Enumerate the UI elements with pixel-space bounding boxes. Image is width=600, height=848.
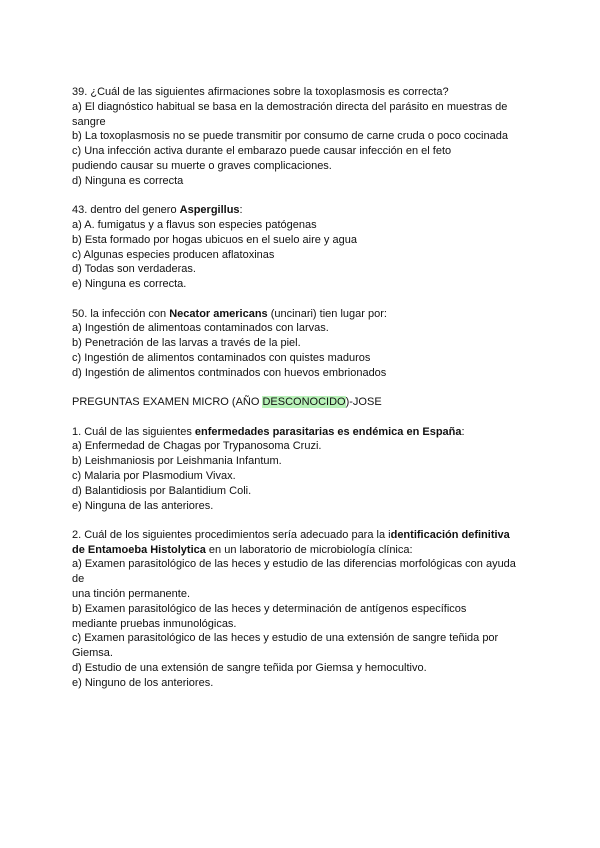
- option-line: sangre: [72, 115, 106, 128]
- option-line: de: [72, 573, 85, 586]
- section-heading: [72, 395, 528, 410]
- question-2-suffix: en un laboratorio de microbiología clínica:: [205, 543, 413, 556]
- option-line: pudiendo causar su muerte o graves complicaciones.: [72, 159, 332, 172]
- question-50-suffix: (uncinari) tien lugar por:: [267, 307, 387, 320]
- highlighted-text: DESCONOCIDO: [262, 396, 346, 409]
- option-line: a) Enfermedad de Chagas por Trypanosoma Cruzi.: [72, 440, 322, 453]
- option-line: b) Leishmaniosis por Leishmania Infantum.: [72, 455, 282, 468]
- question-43-prefix: 43. dentro del genero: [72, 204, 180, 217]
- question-43-genus: Aspergillus: [179, 204, 240, 217]
- question-2: [72, 528, 528, 691]
- question-43-suffix: :: [239, 204, 243, 217]
- option-line: a) Ingestión de alimentoas contaminados con larvas.: [72, 322, 329, 335]
- option-line: b) Esta formado por hogas ubicuos en el suelo aire y agua: [72, 233, 357, 246]
- question-1-text: [72, 425, 528, 440]
- question-2-bold-1: dentificación definitiva: [390, 528, 510, 541]
- option-line: e) Ninguna es correcta.: [72, 278, 187, 291]
- question-50-text: [72, 307, 528, 322]
- question-43-text: [72, 203, 528, 218]
- question-2-text-cont: [72, 543, 528, 558]
- option-line: d) Balantidiosis por Balantidium Coli.: [72, 484, 252, 497]
- option-line: c) Ingestión de alimentos contaminados con quistes maduros: [72, 351, 371, 364]
- option-line: b) La toxoplasmosis no se puede transmitir por consumo de carne cruda o poco cocinada: [72, 130, 508, 143]
- question-1-bold: enfermedades parasitarias es endémica en España: [194, 425, 462, 438]
- document-page: [72, 85, 528, 691]
- question-50-species: Necator americans: [169, 307, 268, 320]
- question-2-prefix: 2. Cuál de los siguientes procedimientos sería adecuado para la i: [72, 528, 391, 541]
- section-heading-before: PREGUNTAS EXAMEN MICRO (AÑO: [72, 396, 263, 409]
- question-1-prefix: 1. Cuál de las siguientes: [72, 425, 195, 438]
- option-line: c) Algunas especies producen aflatoxinas: [72, 248, 275, 261]
- option-line: b) Examen parasitológico de las heces y determinación de antígenos específicos: [72, 602, 467, 615]
- question-50: [72, 307, 528, 381]
- option-line: c) Malaria por Plasmodium Vivax.: [72, 469, 236, 482]
- option-line: c) Una infección activa durante el embarazo puede causar infección en el feto: [72, 145, 452, 158]
- question-1-suffix: :: [461, 425, 465, 438]
- option-line: Giemsa.: [72, 647, 113, 660]
- option-line: d) Todas son verdaderas.: [72, 263, 196, 276]
- option-line: a) El diagnóstico habitual se basa en la demostración directa del parásito en muestras de: [72, 100, 508, 113]
- option-line: a) Examen parasitológico de las heces y estudio de las diferencias morfológicas con ayuda: [72, 558, 516, 571]
- option-line: c) Examen parasitológico de las heces y estudio de una extensión de sangre teñida por: [72, 632, 499, 645]
- option-line: d) Ingestión de alimentos contminados con huevos embrionados: [72, 366, 387, 379]
- question-43: [72, 203, 528, 292]
- question-2-text: [72, 528, 528, 543]
- section-heading-after: )-JOSE: [345, 396, 382, 409]
- option-line: d) Ninguna es correcta: [72, 174, 184, 187]
- option-line: mediante pruebas inmunológicas.: [72, 617, 237, 630]
- option-line: e) Ninguno de los anteriores.: [72, 676, 214, 689]
- question-39-text: 39. ¿Cuál de las siguientes afirmaciones sobre la toxoplasmosis es correcta?: [72, 86, 449, 98]
- option-line: una tinción permanente.: [72, 588, 191, 601]
- question-39: [72, 85, 528, 189]
- question-50-prefix: 50. la infección con: [72, 307, 170, 320]
- option-line: e) Ninguna de las anteriores.: [72, 499, 214, 512]
- question-2-bold-2: de Entamoeba Histolytica: [72, 543, 206, 556]
- option-line: a) A. fumigatus y a flavus son especies patógenas: [72, 218, 317, 231]
- question-1: [72, 425, 528, 514]
- option-line: d) Estudio de una extensión de sangre teñida por Giemsa y hemocultivo.: [72, 662, 427, 675]
- option-line: b) Penetración de las larvas a través de la piel.: [72, 337, 301, 350]
